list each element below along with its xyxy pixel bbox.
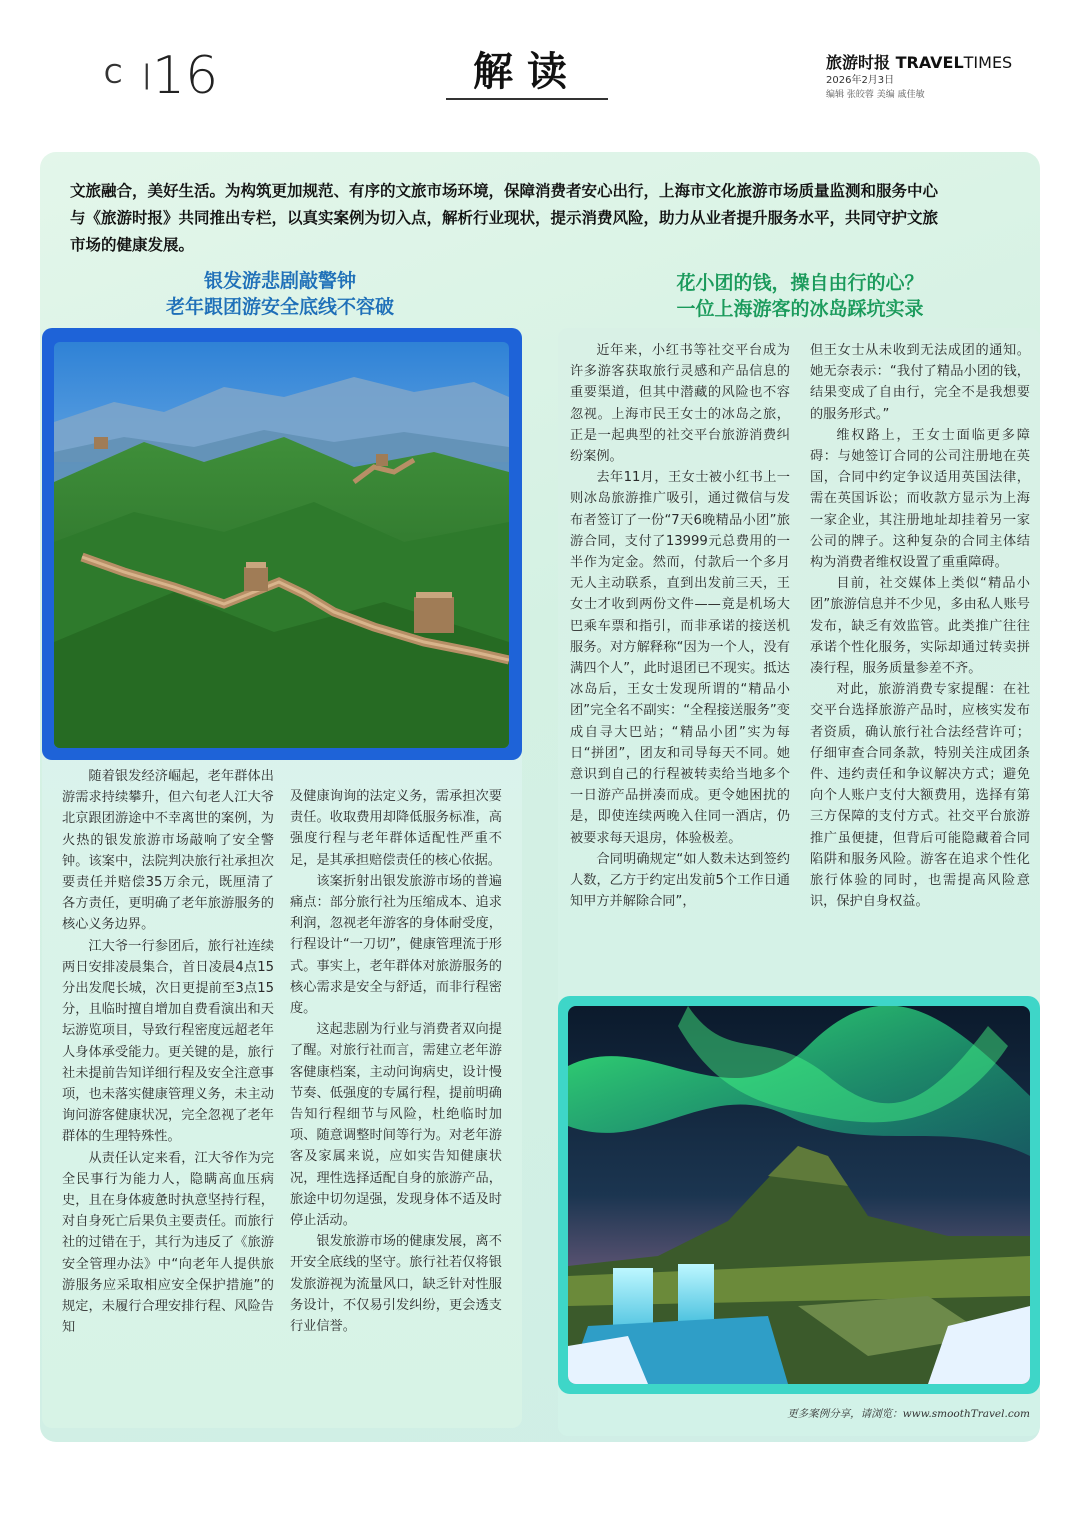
column-intro: 文旅融合，美好生活。为构筑更加规范、有序的文旅市场环境，保障消费者安心出行，上海市文化旅游市场质量监测和服务中心与《旅游时报》共同推出专栏，以真实案例为切入点，解析行业现状，提示消费风险，助力从业者提升服务水平，共同守护文旅市场的健康发展。	[70, 182, 939, 254]
paragraph: 去年11月，王女士被小红书上一则冰岛旅游推广吸引，通过微信与发布者签订了一份“7天6晚精品小团”旅游合同，支付了13999元总费用的一半作为定金。然而，付款后一个多月无人主动联系，直到出发前三天，王女士才收到两份文件——竟是机场大巴乘车票和指引，而非承诺的接送机服务。对方解释称“因为一个人，没有满四个人”，此时退团已不现实。抵达冰岛后，王女士发现所谓的“精品小团”完全名不副实：“全程接送服务”变成自寻大巴站；“精品小团”实为每日“拼团”，团友和司导每天不同。她意识到自己的行程被转卖给当地多个一日游产品拼凑而成。更令她困扰的是，即使连续两晚入住同一酒店，仍被要求每天退房，体验极差。	[570, 470, 790, 846]
right-headline-line2: 一位上海游客的冰岛踩坑实录	[676, 298, 924, 320]
paragraph: 随着银发经济崛起，老年群体出游需求持续攀升，但六旬老人江大爷北京跟团游途中不幸离世的案例，为火热的银发旅游市场敲响了安全警钟。该案中，法院判决旅行社承担次要责任并赔偿35万余元，既厘清了各方责任，更明确了老年旅游服务的核心义务边界。	[62, 769, 274, 933]
left-article-column-1	[62, 766, 274, 1338]
paragraph: 对此，旅游消费专家提醒：在社交平台选择旅游产品时，应核实发布者资质，确认旅行社合法经营许可；仔细审查合同条款，特别关注成团条件、违约责任和争议解决方式；避免向个人账户支付大额费用，选择有第三方保障的支付方式。社交平台旅游推广虽便捷，但背后可能隐藏着合同陷阱和服务风险。游客在追求个性化旅行体验的同时，也需提高风险意识，保护自身权益。	[810, 682, 1030, 910]
right-article-headline	[560, 270, 1040, 322]
page-number: 16	[152, 46, 219, 106]
right-article-column-2	[810, 340, 1030, 912]
left-article-column-2	[290, 786, 502, 1337]
editor-credits: 编辑 张皎蓉 美编 戚佳敏	[826, 90, 925, 100]
section-title-underline	[446, 98, 608, 100]
paragraph: 及健康询询的法定义务，需承担次要责任。收取费用却降低服务标准，高强度行程与老年群体适配性严重不足，是其承担赔偿责任的核心依据。	[290, 789, 502, 868]
paragraph: 近年来，小红书等社交平台成为许多游客获取旅行灵感和产品信息的重要渠道，但其中潜藏的风险也不容忽视。上海市民王女士的冰岛之旅，正是一起典型的社交平台旅游消费纠纷案例。	[570, 343, 790, 465]
left-article-headline	[40, 268, 520, 320]
masthead-cn: 旅游时报	[826, 53, 891, 72]
left-headline-line2: 老年跟团游安全底线不容破	[165, 296, 394, 318]
paragraph: 银发旅游市场的健康发展，离不开安全底线的坚守。旅行社若仅将银发旅游视为流量风口，缺乏针对性服务设计，不仅易引发纠纷，更会透支行业信誉。	[290, 1234, 502, 1335]
left-headline-line1: 银发游悲剧敲警钟	[203, 270, 356, 292]
paragraph: 但王女士从未收到无法成团的通知。她无奈表示：“我付了精品小团的钱，结果变成了自由行，完全不是我想要的服务形式。”	[810, 343, 1030, 422]
newspaper-masthead	[826, 50, 1012, 73]
footer-website-note: 更多案例分享，请浏览：www.smoothTravel.com	[787, 1408, 1030, 1420]
paragraph: 维权路上，王女士面临更多障碍：与她签订合同的公司注册地在英国，合同中约定争议适用英国法律，需在英国诉讼；而收款方显示为上海一家企业，其注册地址却挂着另一家公司的牌子。这种复杂的合同主体结构为消费者维权设置了重重障碍。	[810, 427, 1030, 571]
issue-date: 2026年2月3日	[826, 75, 895, 86]
paragraph: 从责任认定来看，江大爷作为完全民事行为能力人，隐瞒高血压病史，且在身体疲惫时执意坚持行程，对自身死亡后果负主要责任。而旅行社的过错在于，其行为违反了《旅游安全管理办法》中“向老年人提供旅游服务应采取相应安全保护措施”的规定，未履行合理安排行程、风险告知	[62, 1150, 274, 1336]
page-prefix: C |	[104, 60, 158, 90]
paragraph: 目前，社交媒体上类似“精品小团”旅游信息并不少见，多由私人账号发布，缺乏有效监管。此类推广往往承诺个性化服务，实际却通过转卖拼凑行程，服务质量参差不齐。	[810, 576, 1030, 677]
paragraph: 江大爷一行参团后，旅行社连续两日安排凌晨集合，首日凌晨4点15分出发爬长城，次日更提前至3点15分，且临时擅自增加自费看演出和天坛游览项目，导致行程密度远超老年人身体承受能力。更关键的是，旅行社未提前告知详细行程及安全注意事项，也未落实健康管理义务，未主动询问游客健康状况，完全忽视了老年群体的生理特殊性。	[62, 938, 274, 1145]
right-headline-line1: 花小团的钱，操自由行的心？	[676, 272, 924, 294]
section-title: 解读	[473, 49, 581, 95]
great-wall-photo	[54, 342, 509, 748]
masthead-en-light: TIMES	[963, 53, 1013, 72]
paragraph: 这起悲剧为行业与消费者双向提了醒。对旅行社而言，需建立老年游客健康档案，主动问询病史，设计慢节奏、低强度的专属行程，提前明确告知行程细节与风险，杜绝临时加项、随意调整时间等行为。对老年游客及家属来说，应如实告知健康状况，理性选择适配自身的旅游产品，旅途中切勿逞强，发现身体不适及时停止活动。	[290, 1022, 502, 1229]
paragraph: 该案折射出银发旅游市场的普遍痛点：部分旅行社为压缩成本、追求利润，忽视老年游客的身体耐受度，行程设计“一刀切”，健康管理流于形式。事实上，老年群体对旅游服务的核心需求是安全与舒适，而非行程密度。	[290, 873, 502, 1017]
right-article-column-1	[570, 340, 790, 912]
iceland-aurora-photo	[568, 1006, 1030, 1384]
masthead-en-bold: TRAVEL	[895, 53, 964, 72]
paragraph: 合同明确规定“如人数未达到签约人数，乙方于约定出发前5个工作日通知甲方并解除合同”，	[570, 851, 790, 910]
